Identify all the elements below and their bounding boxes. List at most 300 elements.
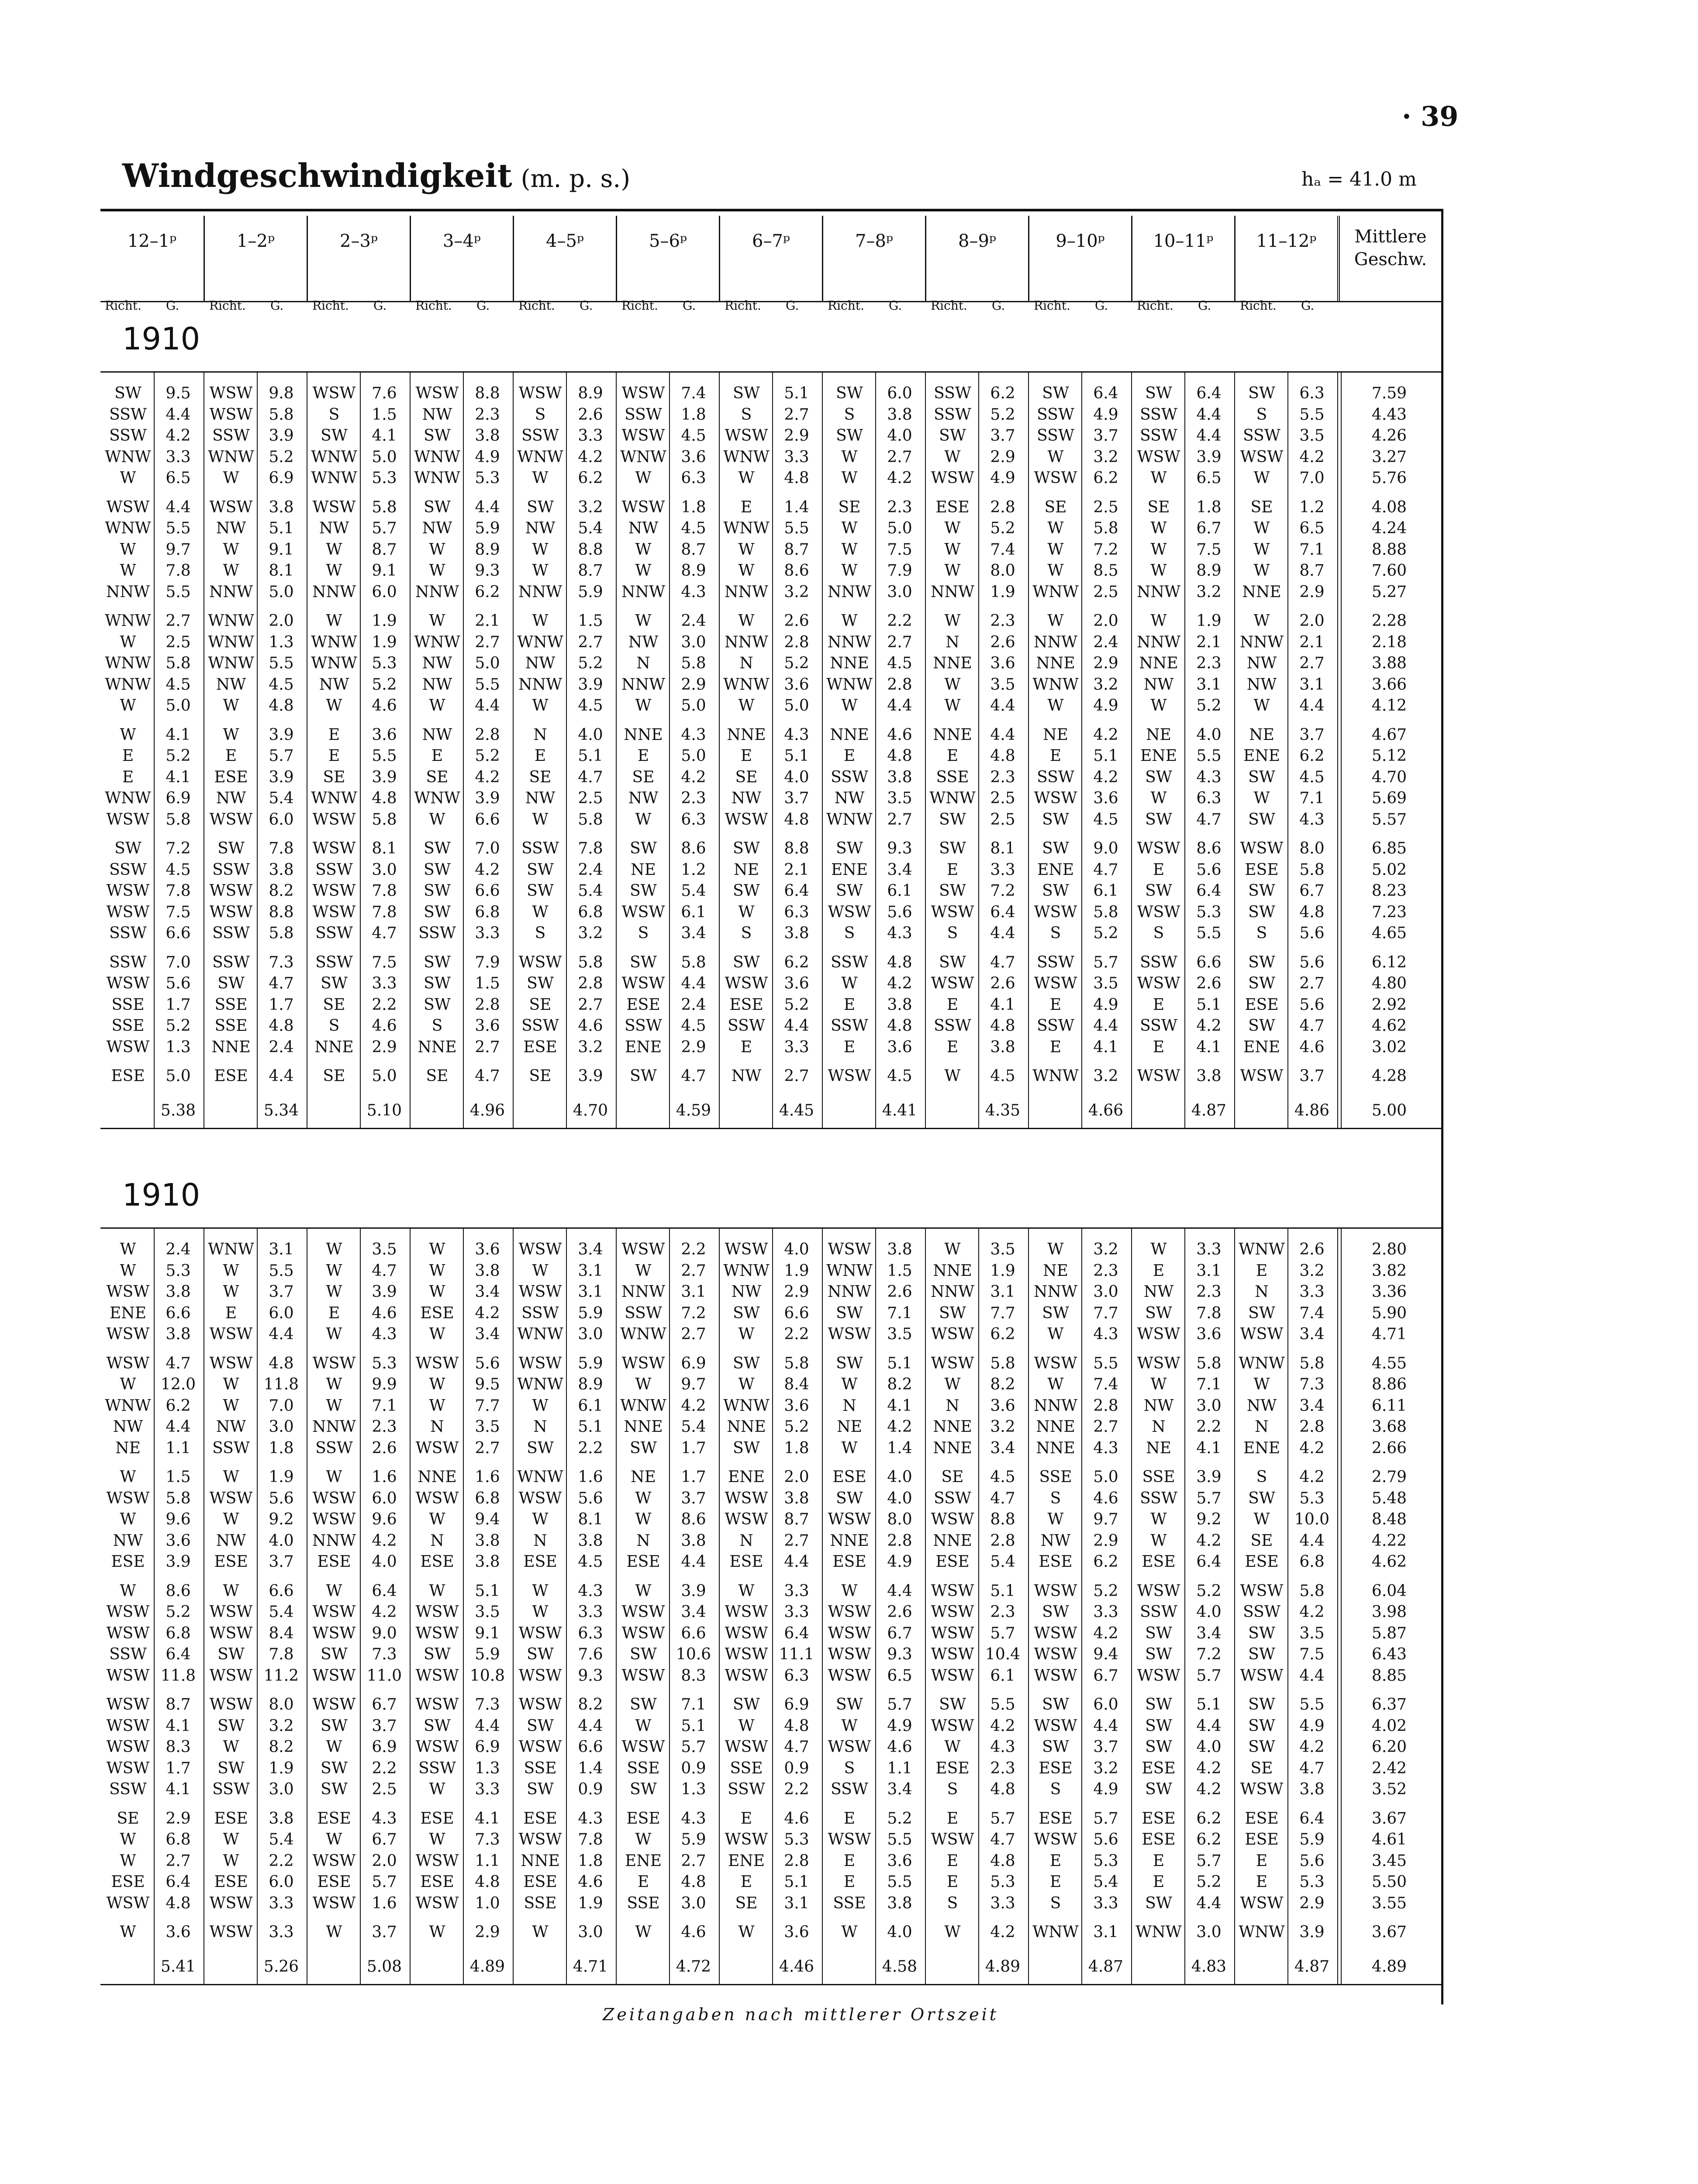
wind-speed: 5.2 <box>887 1809 912 1828</box>
wind-direction: WSW <box>209 1624 253 1642</box>
wind-speed: 2.2 <box>372 995 397 1014</box>
wind-speed: 4.2 <box>578 448 603 466</box>
wind-speed: 8.8 <box>475 384 500 402</box>
mean-speed: 8.85 <box>1371 1666 1407 1685</box>
wind-speed: 6.7 <box>1299 882 1325 900</box>
wind-speed: 3.3 <box>475 1780 500 1798</box>
wind-speed: 2.3 <box>681 789 706 807</box>
wind-direction: W <box>635 810 652 829</box>
wind-speed: 9.0 <box>1093 840 1118 857</box>
wind-direction: N <box>842 1396 856 1415</box>
wind-speed: 4.3 <box>887 924 912 942</box>
wind-direction: WNW <box>723 675 770 694</box>
wind-direction: WSW <box>1034 975 1077 992</box>
wind-direction: WSW <box>415 1666 459 1685</box>
wind-speed: 8.8 <box>990 1510 1015 1528</box>
wind-direction: SE <box>529 995 552 1014</box>
wind-speed: 6.2 <box>578 469 603 487</box>
table-row <box>100 697 1441 718</box>
wind-speed: 2.7 <box>475 633 500 651</box>
table-row <box>100 406 1441 427</box>
wind-direction: WSW <box>1240 1894 1284 1912</box>
wind-direction: NNE <box>830 726 869 744</box>
wind-speed: 4.5 <box>1093 810 1118 829</box>
wind-direction: NE <box>1146 1439 1171 1457</box>
wind-speed: 3.6 <box>784 975 809 992</box>
wind-speed: 4.4 <box>784 1553 809 1571</box>
wind-speed: 2.9 <box>784 427 809 445</box>
wind-direction: WSW <box>1034 903 1077 921</box>
wind-speed: 5.8 <box>578 953 603 971</box>
wind-direction: SW <box>321 1717 348 1735</box>
mean-speed: 4.80 <box>1371 975 1407 992</box>
wind-direction: WSW <box>1240 448 1284 466</box>
wind-speed: 2.8 <box>1299 1418 1325 1436</box>
hour-label: 4–5ᵖ <box>546 231 584 251</box>
wind-speed: 4.3 <box>1093 1439 1118 1457</box>
wind-direction: WSW <box>518 1283 562 1301</box>
wind-speed: 6.6 <box>681 1624 706 1642</box>
wind-direction: ESE <box>111 1873 145 1891</box>
wind-direction: WSW <box>621 975 665 992</box>
wind-direction: W <box>326 1468 342 1486</box>
wind-direction: WSW <box>106 1489 150 1507</box>
wind-direction: SSW <box>831 953 868 971</box>
wind-direction: ESE <box>626 995 660 1014</box>
wind-speed: 6.2 <box>1093 1553 1118 1571</box>
wind-direction: E <box>843 1038 856 1056</box>
wind-direction: WSW <box>106 1038 150 1056</box>
table-row <box>100 1355 1441 1375</box>
wind-direction: SSW <box>212 860 250 879</box>
wind-direction: WSW <box>518 1831 562 1849</box>
column-rule <box>1234 1227 1235 1984</box>
wind-direction: W <box>841 1923 858 1941</box>
wind-direction: WNW <box>826 675 873 694</box>
wind-direction: ENE <box>1243 1038 1280 1056</box>
wind-direction: WSW <box>725 1624 768 1642</box>
wind-direction: W <box>120 1375 136 1393</box>
wind-speed: 2.7 <box>578 633 603 651</box>
wind-direction: W <box>223 1831 239 1849</box>
wind-speed: 2.2 <box>1196 1418 1222 1436</box>
wind-direction: SW <box>424 1645 451 1663</box>
wind-speed: 6.4 <box>784 882 809 900</box>
wind-direction: WNW <box>517 1468 563 1486</box>
wind-direction: ESE <box>1245 1553 1279 1571</box>
wind-speed: 7.8 <box>372 903 397 921</box>
wind-speed: 2.2 <box>269 1852 294 1870</box>
wind-speed: 5.1 <box>887 1354 912 1372</box>
wind-direction: W <box>944 1738 961 1756</box>
wind-direction: NNW <box>518 675 562 694</box>
wind-direction: NNE <box>727 726 766 744</box>
wind-speed: 6.2 <box>1196 1831 1222 1849</box>
wind-speed: 5.6 <box>1299 924 1325 942</box>
wind-direction: SSW <box>831 1780 868 1798</box>
wind-speed: 8.3 <box>166 1738 191 1756</box>
wind-direction: NW <box>1143 675 1174 694</box>
wind-speed: 5.5 <box>475 675 500 694</box>
wind-direction: W <box>429 1582 445 1600</box>
wind-direction: W <box>429 1923 445 1941</box>
wind-speed: 3.5 <box>990 1241 1015 1258</box>
wind-speed: 2.9 <box>1093 654 1118 672</box>
hour-label: 12–1ᵖ <box>127 231 177 251</box>
wind-direction: NW <box>216 1531 246 1550</box>
wind-direction: SSW <box>934 384 971 402</box>
wind-speed: 4.8 <box>269 1354 294 1372</box>
wind-speed: 3.1 <box>1299 675 1325 694</box>
table-row <box>100 861 1441 882</box>
wind-direction: SW <box>321 427 348 445</box>
wind-direction: WSW <box>621 1624 665 1642</box>
wind-speed: 3.3 <box>372 975 397 992</box>
wind-speed: 3.4 <box>1299 1325 1325 1343</box>
wind-speed: 6.5 <box>1299 519 1325 537</box>
wind-speed: 2.7 <box>166 612 191 630</box>
wind-direction: SW <box>321 1645 348 1663</box>
wind-direction: WSW <box>828 1510 871 1528</box>
wind-direction: ESE <box>214 1873 248 1891</box>
wind-speed: 5.2 <box>166 1017 191 1035</box>
wind-speed: 3.4 <box>887 1780 912 1798</box>
wind-speed: 4.59 <box>676 1101 711 1120</box>
wind-speed: 5.1 <box>681 1717 706 1735</box>
wind-speed: 1.5 <box>166 1468 191 1486</box>
wind-direction: WSW <box>621 903 665 921</box>
wind-speed: 3.2 <box>578 1038 603 1056</box>
wind-direction: SW <box>424 975 451 992</box>
wind-speed: 5.0 <box>166 1067 191 1085</box>
mean-speed: 6.04 <box>1371 1582 1407 1600</box>
wind-direction: ESE <box>1245 860 1279 879</box>
wind-direction: WSW <box>415 1696 459 1714</box>
wind-speed: 4.3 <box>1196 768 1222 786</box>
column-rule <box>257 1227 258 1984</box>
wind-direction: NE <box>1146 726 1171 744</box>
wind-speed: 2.7 <box>887 633 912 651</box>
wind-speed: 3.8 <box>166 1283 191 1301</box>
wind-speed: 4.5 <box>578 1553 603 1571</box>
wind-speed: 4.8 <box>269 697 294 715</box>
wind-speed: 2.5 <box>372 1780 397 1798</box>
wind-speed: 4.7 <box>1093 860 1118 879</box>
wind-speed: 4.5 <box>269 675 294 694</box>
wind-speed: 4.9 <box>1299 1717 1325 1735</box>
wind-speed: 3.4 <box>681 1603 706 1621</box>
wind-direction: W <box>738 1582 755 1600</box>
wind-speed: 2.5 <box>990 789 1015 807</box>
wind-direction: WSW <box>415 1738 459 1756</box>
wind-direction: ESE <box>523 1873 557 1891</box>
wind-speed: 2.1 <box>784 860 809 879</box>
wind-speed: 4.4 <box>1196 1894 1222 1912</box>
mean-speed: 3.45 <box>1371 1852 1407 1870</box>
column-rule <box>1081 1227 1082 1984</box>
table-row <box>100 882 1441 903</box>
wind-speed: 5.8 <box>166 654 191 672</box>
wind-speed: 5.6 <box>578 1489 603 1507</box>
wind-speed: 4.7 <box>578 768 603 786</box>
wind-direction: WSW <box>209 1603 253 1621</box>
direction-subheader: Richt. <box>312 298 349 313</box>
wind-direction: ENE <box>831 860 868 879</box>
wind-speed: 4.8 <box>887 953 912 971</box>
wind-direction: SSW <box>1037 405 1074 424</box>
wind-direction: WNW <box>105 1396 151 1415</box>
wind-direction: WSW <box>931 1325 974 1343</box>
wind-speed: 4.0 <box>372 1553 397 1571</box>
wind-speed: 3.4 <box>990 1439 1015 1457</box>
wind-direction: W <box>429 1241 445 1258</box>
wind-speed: 8.1 <box>269 562 294 580</box>
wind-speed: 4.87 <box>1191 1101 1227 1120</box>
wind-direction: WNW <box>517 1375 563 1393</box>
wind-direction: SW <box>1145 1738 1172 1756</box>
wind-direction: SW <box>630 882 657 900</box>
wind-direction: WSW <box>621 384 665 402</box>
table-row <box>100 1439 1441 1460</box>
wind-speed: 7.4 <box>1299 1304 1325 1322</box>
wind-speed: 6.9 <box>784 1696 809 1714</box>
wind-speed: 2.5 <box>990 810 1015 829</box>
wind-direction: WSW <box>725 810 768 829</box>
wind-direction: WNW <box>208 633 254 651</box>
wind-direction: SE <box>1250 498 1273 516</box>
wind-speed: 5.9 <box>681 1831 706 1849</box>
wind-direction: S <box>1050 1894 1061 1912</box>
wind-direction: NNW <box>1033 1283 1077 1301</box>
wind-direction: NNW <box>312 583 356 601</box>
wind-speed: 1.6 <box>475 1468 500 1486</box>
wind-speed: 5.1 <box>1196 1696 1222 1714</box>
wind-speed: 6.6 <box>578 1738 603 1756</box>
wind-speed: 8.7 <box>784 540 809 559</box>
wind-speed: 3.3 <box>1093 1603 1118 1621</box>
wind-direction: WSW <box>931 1603 974 1621</box>
wind-speed: 2.7 <box>475 1439 500 1457</box>
wind-speed: 1.7 <box>166 995 191 1014</box>
table-row <box>100 1923 1441 1944</box>
wind-speed: 4.3 <box>1093 1325 1118 1343</box>
wind-direction: SW <box>217 840 245 857</box>
wind-speed: 5.7 <box>1196 1489 1222 1507</box>
wind-direction: W <box>1150 1375 1167 1393</box>
wind-direction: SW <box>630 953 657 971</box>
wind-speed: 4.2 <box>887 975 912 992</box>
wind-direction: WSW <box>312 1852 356 1870</box>
wind-speed: 8.7 <box>784 1510 809 1528</box>
means-row <box>100 1958 1441 1979</box>
wind-direction: WSW <box>106 498 150 516</box>
wind-direction: E <box>946 1809 959 1828</box>
wind-direction: W <box>1047 1510 1064 1528</box>
column-rule <box>772 1227 773 1984</box>
wind-direction: W <box>1253 612 1270 630</box>
wind-direction: WSW <box>828 1624 871 1642</box>
wind-speed: 4.4 <box>887 1582 912 1600</box>
wind-direction: NW <box>1040 1531 1071 1550</box>
wind-direction: W <box>635 469 652 487</box>
wind-speed: 4.8 <box>269 1017 294 1035</box>
wind-speed: 4.6 <box>1093 1489 1118 1507</box>
wind-direction: WNW <box>105 519 151 537</box>
wind-direction: ESE <box>111 1067 145 1085</box>
wind-speed: 3.3 <box>784 1038 809 1056</box>
wind-speed: 2.9 <box>1299 1894 1325 1912</box>
wind-speed: 4.9 <box>475 448 500 466</box>
wind-direction: N <box>533 726 547 744</box>
wind-direction: SSE <box>936 768 969 786</box>
wind-speed: 7.2 <box>681 1304 706 1322</box>
wind-speed: 0.9 <box>578 1780 603 1798</box>
wind-speed: 8.7 <box>372 540 397 559</box>
wind-speed: 2.4 <box>1093 633 1118 651</box>
wind-speed: 3.0 <box>578 1923 603 1941</box>
direction-subheader: Richt. <box>415 298 452 313</box>
wind-speed: 7.8 <box>269 840 294 857</box>
wind-speed: 2.1 <box>1196 633 1222 651</box>
wind-direction: SSW <box>212 427 250 445</box>
column-rule <box>360 371 361 1128</box>
wind-speed: 8.9 <box>681 562 706 580</box>
wind-direction: ESE <box>420 1873 454 1891</box>
wind-speed: 4.3 <box>372 1809 397 1828</box>
wind-direction: ESE <box>317 1873 351 1891</box>
wind-speed: 5.5 <box>1093 1354 1118 1372</box>
column-header <box>307 216 410 313</box>
column-rule <box>1081 371 1082 1128</box>
wind-speed: 1.8 <box>681 405 706 424</box>
wind-direction: W <box>944 1241 961 1258</box>
wind-direction: NW <box>1246 654 1277 672</box>
wind-speed: 9.7 <box>1093 1510 1118 1528</box>
wind-direction: NE <box>1249 726 1274 744</box>
wind-direction: WSW <box>415 1489 459 1507</box>
wind-speed: 4.4 <box>681 1553 706 1571</box>
wind-speed: 2.7 <box>681 1852 706 1870</box>
wind-direction: WSW <box>725 1603 768 1621</box>
wind-speed: 5.6 <box>1299 953 1325 971</box>
wind-speed: 4.7 <box>784 1738 809 1756</box>
wind-speed: 3.3 <box>578 1603 603 1621</box>
wind-speed: 2.9 <box>990 448 1015 466</box>
wind-speed: 1.9 <box>269 1468 294 1486</box>
wind-speed: 6.6 <box>166 1304 191 1322</box>
wind-speed: 2.9 <box>475 1923 500 1941</box>
table-row <box>100 1397 1441 1418</box>
wind-direction: ESE <box>935 498 970 516</box>
wind-speed: 1.6 <box>372 1468 397 1486</box>
wind-speed: 6.4 <box>1196 1553 1222 1571</box>
wind-direction: E <box>637 747 649 765</box>
wind-direction: ESE <box>523 1809 557 1828</box>
wind-direction: W <box>532 1396 549 1415</box>
wind-speed: 6.3 <box>578 1624 603 1642</box>
wind-direction: WSW <box>725 1645 768 1663</box>
wind-speed: 3.8 <box>475 1553 500 1571</box>
wind-speed: 3.0 <box>681 1894 706 1912</box>
wind-direction: E <box>843 1809 856 1828</box>
wind-speed: 4.7 <box>269 975 294 992</box>
wind-speed: 8.1 <box>578 1510 603 1528</box>
wind-speed: 6.2 <box>784 953 809 971</box>
wind-speed: 4.3 <box>578 1582 603 1600</box>
wind-speed: 5.3 <box>475 469 500 487</box>
wind-direction: SW <box>1042 1304 1069 1322</box>
wind-direction: NW <box>422 726 452 744</box>
wind-speed: 3.2 <box>578 924 603 942</box>
wind-speed: 3.2 <box>784 583 809 601</box>
wind-direction: W <box>1253 1510 1270 1528</box>
table-row <box>100 1780 1441 1801</box>
wind-direction: WSW <box>106 1603 150 1621</box>
mean-speed: 6.20 <box>1371 1738 1407 1756</box>
wind-speed: 5.6 <box>1196 860 1222 879</box>
wind-direction: WNW <box>208 1241 254 1258</box>
wind-speed: 6.4 <box>166 1645 191 1663</box>
wind-speed: 4.6 <box>784 1809 809 1828</box>
wind-speed: 2.3 <box>990 768 1015 786</box>
wind-direction: WSW <box>1137 1325 1180 1343</box>
wind-speed: 6.3 <box>784 903 809 921</box>
wind-speed: 3.4 <box>681 924 706 942</box>
wind-direction: S <box>947 1780 958 1798</box>
wind-direction: WSW <box>209 1354 253 1372</box>
wind-direction: SW <box>1042 384 1069 402</box>
wind-direction: W <box>738 562 755 580</box>
wind-direction: E <box>843 1873 856 1891</box>
wind-direction: ENE <box>728 1852 765 1870</box>
wind-direction: NW <box>628 519 659 537</box>
wind-direction: WNW <box>1032 583 1079 601</box>
wind-direction: WNW <box>517 1325 563 1343</box>
wind-direction: S <box>1050 924 1061 942</box>
wind-direction: NE <box>1043 726 1068 744</box>
wind-speed: 3.9 <box>269 427 294 445</box>
wind-direction: N <box>946 1396 959 1415</box>
wind-speed: 4.2 <box>1196 1759 1222 1777</box>
wind-speed: 1.7 <box>166 1759 191 1777</box>
wind-speed: 2.8 <box>990 498 1015 516</box>
wind-direction: SW <box>217 975 245 992</box>
wind-direction: W <box>120 1261 136 1280</box>
column-rule <box>1337 1227 1338 1984</box>
wind-direction: NNW <box>621 675 665 694</box>
wind-speed: 4.9 <box>1093 1780 1118 1798</box>
table-row <box>100 583 1441 604</box>
mean-speed: 5.48 <box>1371 1489 1407 1507</box>
wind-direction: WSW <box>518 384 562 402</box>
wind-direction: SSE <box>1039 1468 1072 1486</box>
wind-direction: N <box>533 1418 547 1436</box>
wind-direction: SW <box>733 840 760 857</box>
wind-speed: 5.4 <box>681 882 706 900</box>
wind-direction: NW <box>1246 675 1277 694</box>
wind-speed: 4.5 <box>990 1067 1015 1085</box>
wind-speed: 4.8 <box>784 469 809 487</box>
wind-speed: 3.3 <box>1093 1894 1118 1912</box>
wind-direction: SSE <box>214 1017 248 1035</box>
wind-speed: 6.8 <box>475 1489 500 1507</box>
wind-direction: E <box>1049 995 1062 1014</box>
wind-direction: W <box>532 469 549 487</box>
speed-subheader: G. <box>373 298 387 313</box>
wind-speed: 3.7 <box>1299 1067 1325 1085</box>
wind-direction: WSW <box>415 1603 459 1621</box>
table-row <box>100 1325 1441 1346</box>
